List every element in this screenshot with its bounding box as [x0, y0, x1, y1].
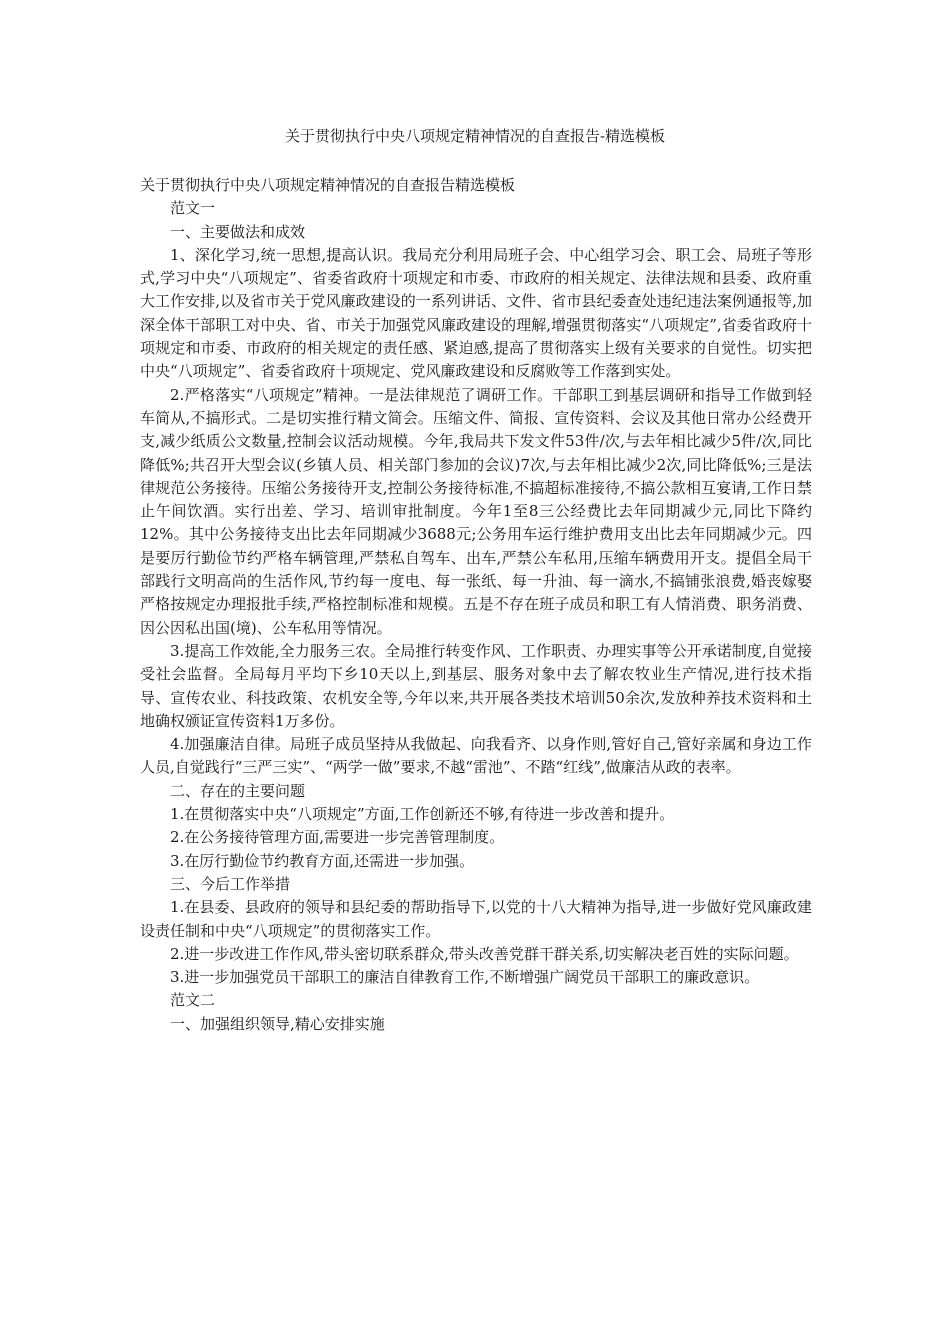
document-body	[140, 174, 812, 1036]
section-heading-main-practices: 一、主要做法和成效	[170, 222, 306, 241]
document-subtitle: 关于贯彻执行中央八项规定精神情况的自查报告精选模板	[140, 176, 516, 194]
section-heading-future-measures: 三、今后工作举措	[170, 874, 291, 893]
paragraph: 4.加强廉洁自律。局班子成员坚持从我做起、向我看齐、以身作则,管好自己,管好亲属和身边工作人员,自觉践行“三严三实”、“两学一做”要求,不越“雷池”、不踏“红线”,做廉洁从政的表率。	[140, 735, 812, 777]
paragraph: 2.进一步改进工作作风,带头密切联系群众,带头改善党群干群关系,切实解决老百姓的实际问题。	[170, 944, 799, 963]
section-heading-organization: 一、加强组织领导,精心安排实施	[170, 1014, 385, 1033]
paragraph: 2.严格落实“八项规定”精神。一是法律规范了调研工作。干部职工到基层调研和指导工作做到轻车简从,不搞形式。二是切实推行精文简会。压缩文件、简报、宣传资料、会议及其他日常办公经费开支,减少纸质公文数量,控制会议活动规模。今年,我局共下发文件53件/次,与去年相比减少5件/次,同比降低%;共召开大型会议(乡镇人员、相关部门参加的会议)7次,与去年相比减少2次,同比降低%;三是法律规范公务接待。压缩公务接待开支,控制公务接待标准,不搞超标准接待,不搞公款相互宴请,工作日禁止午间饮酒。实行出差、学习、培训审批制度。今年1至8三公经费比去年同期减少元,同比下降约12%。其中公务接待支出比去年同期减少3688元;公务用车运行维护费用支出比去年同期减少元。四是要厉行勤俭节约严格车辆管理,严禁私自驾车、出车,严禁公车私用,压缩车辆费用开支。提倡全局干部践行文明高尚的生活作风,节约每一度电、每一张纸、每一升油、每一滴水,不搞铺张浪费,婚丧嫁娶严格按规定办理报批手续,严格控制标准和规模。五是不存在班子成员和职工有人情消费、职务消费、因公因私出国(境)、公车私用等情况。	[140, 385, 812, 637]
paragraph: 1.在县委、县政府的领导和县纪委的帮助指导下,以党的十八大精神为指导,进一步做好党风廉政建设责任制和中央“八项规定”的贯彻落实工作。	[140, 898, 812, 940]
paragraph: 1、深化学习,统一思想,提高认识。我局充分利用局班子会、中心组学习会、职工会、局班子等形式,学习中央“八项规定”、省委省政府十项规定和市委、市政府的相关规定、法律法规和县委、政府重大工作安排,以及省市关于党风廉政建设的一系列讲话、文件、省市县纪委查处违纪违法案例通报等,加深全体干部职工对中央、省、市关于加强党风廉政建设的理解,增强贯彻落实“八项规定”,省委省政府十项规定和市委、市政府的相关规定的责任感、紧迫感,提高了贯彻落实上级有关要求的自觉性。切实把中央“八项规定”、省委省政府十项规定、党风廉政建设和反腐败等工作落到实处。	[140, 245, 812, 381]
section-label-sample-1: 范文一	[170, 199, 216, 218]
section-label-sample-2: 范文二	[170, 991, 216, 1010]
paragraph: 3.进一步加强党员干部职工的廉洁自律教育工作,不断增强广阔党员干部职工的廉政意识。	[170, 968, 760, 987]
paragraph: 2.在公务接待管理方面,需要进一步完善管理制度。	[170, 828, 505, 847]
paragraph: 3.提高工作效能,全力服务三农。全局推行转变作风、工作职责、办理实事等公开承诺制度,自觉接受社会监督。全局每月平均下乡10天以上,到基层、服务对象中去了解农牧业生产情况,进行技术指导、宣传农业、科技政策、农机安全等,今年以来,共开展各类技术培训50余次,发放种养技术资料和土地确权颁证宣传资料1万多份。	[140, 641, 812, 730]
paragraph: 3.在厉行勤俭节约教育方面,还需进一步加强。	[170, 851, 475, 870]
page-title: 关于贯彻执行中央八项规定精神情况的自查报告-精选模板	[284, 127, 666, 145]
paragraph: 1.在贯彻落实中央“八项规定”方面,工作创新还不够,有待进一步改善和提升。	[170, 805, 675, 824]
section-heading-problems: 二、存在的主要问题	[170, 781, 306, 800]
